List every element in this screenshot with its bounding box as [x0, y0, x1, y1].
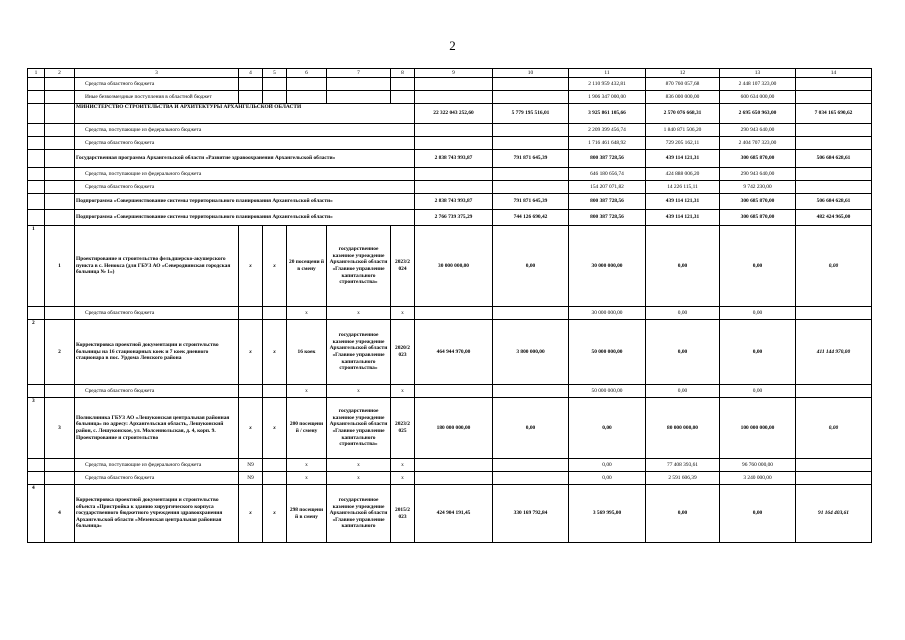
- row-label: Средства областного бюджета: [75, 137, 415, 150]
- row-number: 1: [45, 226, 75, 307]
- cell-value: х: [263, 485, 287, 543]
- budget-table: [27, 68, 872, 543]
- header-cell: 8: [391, 69, 415, 78]
- cell-value: 300 685 870,00: [720, 210, 796, 226]
- cell-value: 5 779 195 516,01: [493, 104, 569, 124]
- header-cell: 5: [263, 69, 287, 78]
- cell-value: 2 448 107 323,00: [720, 78, 796, 91]
- cell-value: 2 838 743 993,87: [415, 194, 493, 210]
- cell-value: 2015/2 023: [391, 485, 415, 543]
- cell-value: 0,00: [720, 226, 796, 307]
- cell-value: 3 569 995,00: [569, 485, 646, 543]
- cell-value: 77 408 393,61: [646, 459, 720, 472]
- row-label: Средства, поступающие из федерального бюджета: [75, 168, 415, 181]
- cell-value: х: [391, 307, 415, 320]
- cell-value: х: [239, 398, 263, 459]
- row-label: Средства областного бюджета: [75, 181, 415, 194]
- header-cell: 2: [45, 69, 75, 78]
- cell-value: 646 180 656,74: [569, 168, 646, 181]
- cell-value: 424 904 191,45: [415, 485, 493, 543]
- cell-value: 791 871 645,39: [493, 194, 569, 210]
- cell-value: 290 943 640,00: [720, 168, 796, 181]
- project-name: Проектирование и строительство фельдшерско-акушерского пункта в с. Ненокса (для ГБУЗ АО «Северодвинская городская больница № 1»): [75, 226, 239, 307]
- table-row: [28, 194, 872, 210]
- table-row: [28, 472, 872, 485]
- header-cell: 10: [493, 69, 569, 78]
- cell-value: 2023/2 025: [391, 398, 415, 459]
- cell-value: 7 034 165 690,62: [796, 104, 872, 124]
- cell-value: 0,00: [646, 385, 720, 398]
- cell-value: 0,00: [796, 226, 872, 307]
- cell-value: 729 205 162,11: [646, 137, 720, 150]
- cell-value: 439 114 121,31: [646, 210, 720, 226]
- row-label: Средства областного бюджета: [75, 385, 239, 398]
- header-cell: 13: [720, 69, 796, 78]
- cell-value: 0,00: [493, 226, 569, 307]
- cell-value: х: [287, 472, 327, 485]
- cell-value: 600 634 000,00: [720, 91, 796, 104]
- table-row: [28, 459, 872, 472]
- table-row: [28, 137, 872, 150]
- cell-value: 482 424 965,00: [796, 210, 872, 226]
- header-cell: 7: [327, 69, 391, 78]
- cell-value: 80 000 000,00: [646, 398, 720, 459]
- cell-value: 30 000 000,00: [569, 307, 646, 320]
- cell-value: 3 240 000,00: [720, 472, 796, 485]
- cell-value: 0,00: [569, 472, 646, 485]
- cell-value: 2 838 743 993,87: [415, 150, 493, 168]
- table-row: [28, 168, 872, 181]
- table-row: [28, 226, 872, 307]
- cell-value: 0,00: [796, 398, 872, 459]
- row-number: 4: [45, 485, 75, 543]
- table-row: [28, 320, 872, 385]
- table-row: [28, 307, 872, 320]
- table-row: [28, 150, 872, 168]
- cell-value: 298 посещени й в смену: [287, 485, 327, 543]
- cell-value: 290 943 640,00: [720, 124, 796, 137]
- cell-value: х: [287, 459, 327, 472]
- cell-value: 100 000 000,00: [720, 398, 796, 459]
- table-row: [28, 385, 872, 398]
- cell-value: государственное казенное учреждение Архангельской области «Главное управление капитального строительства»: [327, 226, 391, 307]
- cell-value: 2 209 399 456,74: [569, 124, 646, 137]
- cell-value: 180 000 000,00: [415, 398, 493, 459]
- cell-value: х: [239, 226, 263, 307]
- cell-value: 154 207 071,82: [569, 181, 646, 194]
- cell-value: 30 000 000,00: [569, 226, 646, 307]
- header-cell: 6: [287, 69, 327, 78]
- cell-value: государственное казенное учреждение Архангельской области «Главное управление капитального строительства»: [327, 398, 391, 459]
- page-number: 2: [449, 38, 456, 53]
- cell-value: 800 387 728,56: [569, 150, 646, 168]
- cell-value: 96 760 000,00: [720, 459, 796, 472]
- cell-value: N9: [239, 472, 263, 485]
- cell-value: 0,00: [720, 307, 796, 320]
- cell-value: х: [391, 472, 415, 485]
- cell-value: государственное казенное учреждение Архангельской области «Главное управление капитального строительства»: [327, 320, 391, 385]
- cell-value: 2 570 076 668,31: [646, 104, 720, 124]
- table-row: [28, 398, 872, 459]
- cell-value: х: [263, 226, 287, 307]
- header-cell: 4: [239, 69, 263, 78]
- table-row: [28, 124, 872, 137]
- cell-value: 2 110 959 432,81: [569, 78, 646, 91]
- cell-value: 2023/2 024: [391, 226, 415, 307]
- cell-value: 16 коек: [287, 320, 327, 385]
- row-label: МИНИСТЕРСТВО СТРОИТЕЛЬСТВА И АРХИТЕКТУРЫ АРХАНГЕЛЬСКОЙ ОБЛАСТИ: [75, 104, 415, 124]
- cell-value: 411 144 970,00: [796, 320, 872, 385]
- cell-value: 2020/2 023: [391, 320, 415, 385]
- row-label: Средства областного бюджета: [75, 78, 239, 91]
- cell-value: х: [327, 307, 391, 320]
- cell-value: 22 322 043 252,60: [415, 104, 493, 124]
- cell-value: 0,00: [569, 398, 646, 459]
- cell-value: 870 760 057,68: [646, 78, 720, 91]
- cell-value: 0,00: [646, 307, 720, 320]
- row-label: Подпрограмма «Совершенствование системы территориального планирования Архангельской области»: [75, 194, 415, 210]
- cell-value: 439 114 121,31: [646, 194, 720, 210]
- cell-value: 0,00: [720, 320, 796, 385]
- row-label: Подпрограмма «Совершенствование системы территориального планирования Архангельской области»: [75, 210, 415, 226]
- table-row: [28, 78, 872, 91]
- cell-value: 200 посещени й / смену: [287, 398, 327, 459]
- cell-value: 0,00: [720, 485, 796, 543]
- header-row: [28, 69, 872, 78]
- header-cell: 9: [415, 69, 493, 78]
- cell-value: 0,00: [646, 320, 720, 385]
- cell-value: 506 684 628,61: [796, 194, 872, 210]
- cell-value: 50 000 000,00: [569, 320, 646, 385]
- table-row: [28, 181, 872, 194]
- row-label: Средства областного бюджета: [75, 472, 239, 485]
- row-label: Средства областного бюджета: [75, 307, 239, 320]
- cell-value: 464 944 970,00: [415, 320, 493, 385]
- cell-value: х: [263, 320, 287, 385]
- cell-value: х: [287, 385, 327, 398]
- cell-value: 2 766 739 375,29: [415, 210, 493, 226]
- cell-value: 30 000 000,00: [415, 226, 493, 307]
- cell-value: 2 591 606,39: [646, 472, 720, 485]
- row-index: 1: [28, 226, 45, 307]
- cell-value: 14 226 115,11: [646, 181, 720, 194]
- cell-value: 424 888 006,20: [646, 168, 720, 181]
- cell-value: х: [287, 307, 327, 320]
- cell-value: 0,00: [493, 398, 569, 459]
- project-name: Поликлиника ГБУЗ АО «Лешуконская центральная районная больница» по адресу: Архангельская область, Лешуконский район, с. Лешуконское, ул. Молсеннольская, д. 4, корп. 9. Проектирование и строительство: [75, 398, 239, 459]
- cell-value: 2 404 707 323,00: [720, 137, 796, 150]
- cell-value: 439 114 121,31: [646, 150, 720, 168]
- cell-value: 9 742 230,00: [720, 181, 796, 194]
- cell-value: 800 387 728,56: [569, 194, 646, 210]
- header-cell: 14: [796, 69, 872, 78]
- cell-value: х: [327, 385, 391, 398]
- row-index: 3: [28, 398, 45, 459]
- cell-value: 800 387 728,56: [569, 210, 646, 226]
- header-cell: 3: [75, 69, 239, 78]
- cell-value: 300 685 870,00: [720, 194, 796, 210]
- header-cell: 12: [646, 69, 720, 78]
- cell-value: 20 посещени й в смену: [287, 226, 327, 307]
- cell-value: 3 800 000,00: [493, 320, 569, 385]
- header-cell: 1: [28, 69, 45, 78]
- row-number: 3: [45, 398, 75, 459]
- cell-value: х: [239, 485, 263, 543]
- cell-value: 2 695 650 963,00: [720, 104, 796, 124]
- project-name: Корректировка проектной документации и строительство больницы на 16 стационарных коек и 7 коек дневного стационара в пос. Урдома Ленского района: [75, 320, 239, 385]
- row-index: 4: [28, 485, 45, 543]
- table-row: [28, 104, 872, 124]
- cell-value: 0,00: [646, 226, 720, 307]
- table-row: [28, 91, 872, 104]
- cell-value: 1 906 347 000,00: [569, 91, 646, 104]
- row-index: 2: [28, 320, 45, 385]
- cell-value: х: [391, 459, 415, 472]
- cell-value: 3 925 861 105,66: [569, 104, 646, 124]
- cell-value: 744 126 690,42: [493, 210, 569, 226]
- cell-value: 791 871 645,39: [493, 150, 569, 168]
- cell-value: N9: [239, 459, 263, 472]
- cell-value: х: [263, 398, 287, 459]
- table-row: [28, 485, 872, 543]
- cell-value: государственное казенное учреждение Архангельской области «Главное управление капитального: [327, 485, 391, 543]
- cell-value: 50 000 000,00: [569, 385, 646, 398]
- row-label: Иные безвозмездные поступления в областной бюджет: [75, 91, 239, 104]
- cell-value: х: [239, 320, 263, 385]
- cell-value: х: [327, 472, 391, 485]
- cell-value: 0,00: [720, 385, 796, 398]
- row-number: 2: [45, 320, 75, 385]
- cell-value: х: [391, 385, 415, 398]
- row-label: Средства, поступающие из федерального бюджета: [75, 124, 415, 137]
- cell-value: 1 840 871 506,20: [646, 124, 720, 137]
- cell-value: 0,00: [569, 459, 646, 472]
- cell-value: 0,00: [646, 485, 720, 543]
- cell-value: 300 685 870,00: [720, 150, 796, 168]
- cell-value: 1 716 461 648,92: [569, 137, 646, 150]
- project-name: Корректировка проектной документации и строительство объекта «Пристройка к зданию хирургического корпуса государственного бюджетного учреждения здравоохранения Архангельской области «Мезенская центральная районная больница»: [75, 485, 239, 543]
- header-cell: 11: [569, 69, 646, 78]
- cell-value: х: [327, 459, 391, 472]
- cell-value: 91 164 403,61: [796, 485, 872, 543]
- table-row: [28, 210, 872, 226]
- row-label: Государственная программа Архангельской области «Развитие здравоохранения Архангельской области»: [75, 150, 415, 168]
- row-label: Средства, поступающие из федерального бюджета: [75, 459, 239, 472]
- cell-value: 506 684 628,61: [796, 150, 872, 168]
- cell-value: 836 000 000,00: [646, 91, 720, 104]
- cell-value: 330 169 792,84: [493, 485, 569, 543]
